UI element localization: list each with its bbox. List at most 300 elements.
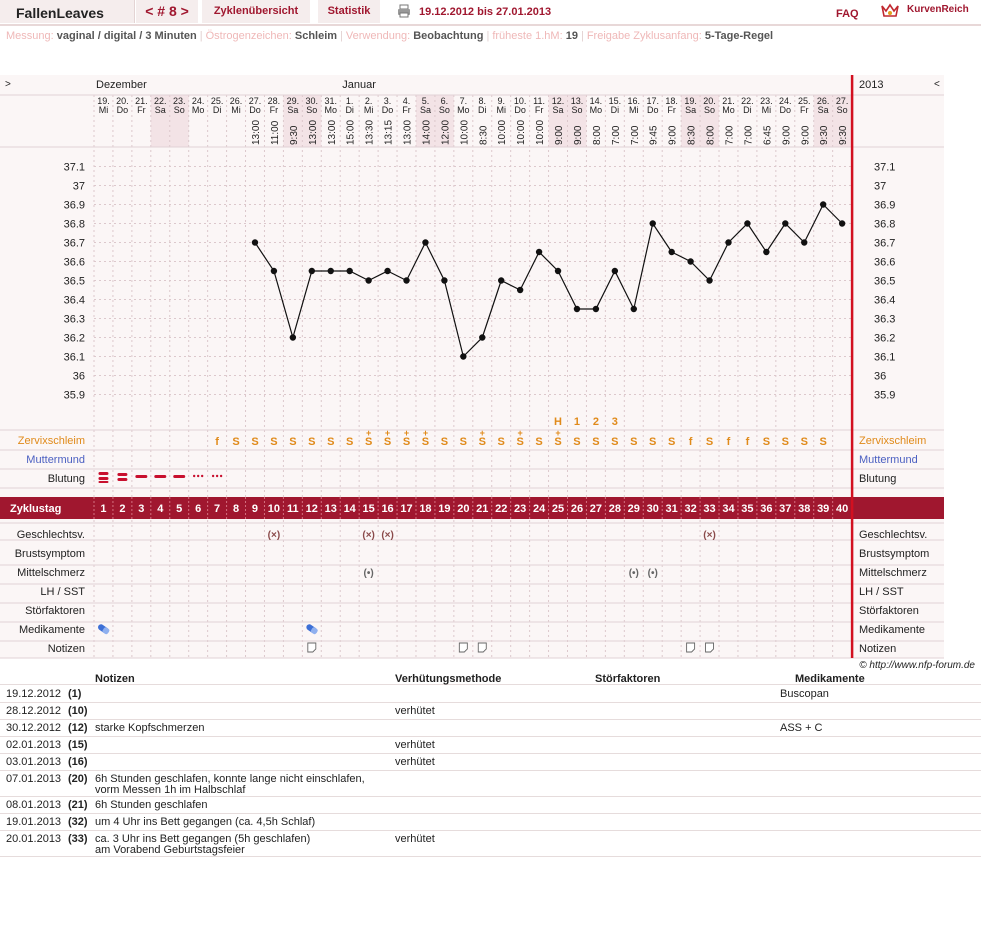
month-label: Dezember (96, 79, 147, 91)
cycle-day-number: 37 (779, 503, 792, 515)
measure-time: 9:30 (819, 125, 831, 145)
cycle-day-number: 29 (627, 503, 640, 515)
cervix-symbol: S (497, 436, 505, 448)
day-number: 6. (440, 96, 449, 106)
weekday-label: So (438, 105, 450, 115)
measure-time: 8:30 (686, 125, 698, 145)
info-value: vaginal / digital / 3 Minuten (56, 30, 197, 42)
cycle-day-number: 24 (532, 503, 546, 515)
note-date: 07.01.2013 (6, 773, 62, 785)
note-cycle-day: (21) (68, 799, 88, 811)
day-number: 9. (497, 96, 505, 106)
weekday-label: So (704, 105, 716, 115)
note-text: starke Kopfschmerzen (95, 722, 205, 734)
cycle-day-number: 30 (646, 503, 659, 515)
row-label-cervix: Zervixschleim (17, 435, 85, 447)
bleeding-mark (154, 475, 166, 478)
note-text: 6h Stunden geschlafen (95, 799, 208, 811)
note-date: 20.01.2013 (6, 833, 62, 845)
notes-row (0, 703, 981, 720)
bleeding-spot (193, 475, 195, 477)
day-number: 30. (305, 96, 319, 106)
temperature-point (422, 239, 428, 245)
notes-row (0, 814, 981, 831)
note-date: 02.01.2013 (6, 739, 62, 751)
measure-time: 7:00 (629, 125, 641, 145)
weekday-label: Do (514, 105, 526, 115)
day-number: 20. (703, 96, 716, 106)
cycle-day-number: 1 (100, 503, 107, 515)
bleeding-mark (98, 481, 108, 483)
y-tick-right: 36 (874, 370, 887, 383)
month-label: Januar (342, 79, 376, 91)
day-number: 1. (345, 96, 354, 106)
y-tick-left: 36.7 (63, 237, 85, 250)
cervix-symbol: S (421, 436, 430, 448)
temperature-point (744, 220, 750, 226)
year-label: 2013 (859, 79, 884, 91)
bleeding-spot (220, 475, 222, 477)
bleeding-mark (117, 478, 127, 481)
cycle-chart (0, 75, 981, 660)
cervix-symbol: S (232, 436, 240, 448)
measure-time: 11:00 (269, 120, 281, 145)
cycle-day-number: 13 (324, 503, 337, 515)
notes-row (0, 737, 981, 754)
weekday-label: So (571, 105, 583, 115)
measure-time: 9:30 (288, 125, 300, 145)
note-text: 6h Stunden geschlafen, konnte lange nicht einschlafen, vorm Messen 1h im Halbschlaf (95, 773, 365, 796)
row-label-blutung-right: Blutung (859, 473, 897, 485)
cervix-symbol: S (440, 436, 449, 448)
temperature-point (650, 220, 656, 226)
temperature-point (555, 268, 561, 274)
intercourse-symbol: (×) (703, 530, 716, 541)
cycle-day-number: 4 (157, 503, 164, 515)
measure-time: 13:00 (307, 119, 319, 145)
temperature-point (346, 268, 352, 274)
cervix-plus: + (422, 428, 429, 438)
day-number: 23. (172, 96, 186, 106)
measure-time: 10:00 (497, 119, 509, 145)
tab-statistics[interactable]: Statistik (318, 0, 380, 23)
y-tick-left: 35.9 (63, 389, 85, 402)
y-tick-left: 36.1 (63, 351, 85, 364)
y-tick-left: 36.2 (63, 332, 85, 345)
cycle-day-number: 5 (176, 503, 183, 515)
weekday-label: Mi (98, 105, 109, 115)
row-label-right: Notizen (859, 643, 897, 655)
temperature-point (441, 277, 447, 283)
day-number: 27. (248, 96, 262, 106)
row-label-left: Mittelschmerz (17, 567, 85, 579)
evaluation-mark: H (554, 416, 563, 428)
weekday-label: Do (779, 105, 792, 115)
cycle-day-number: 27 (589, 503, 603, 515)
day-number: 13. (570, 96, 584, 106)
day-number: 24. (779, 96, 792, 106)
cycle-day-number: 23 (514, 503, 527, 515)
measure-time: 7:00 (743, 125, 755, 145)
weekday-label: Di (212, 105, 222, 115)
chart-nav-right: < (934, 79, 940, 90)
header-notes: Notizen (95, 673, 135, 685)
y-tick-left: 36.4 (63, 294, 85, 307)
cycle-day-number: 6 (195, 503, 202, 515)
cervix-plus: + (517, 428, 523, 438)
cervix-symbol: S (819, 436, 827, 448)
weekday-label: Do (249, 105, 261, 115)
day-number: 12. (551, 96, 565, 106)
temperature-point (365, 277, 371, 283)
y-tick-right: 36.7 (874, 237, 896, 250)
cycle-day-number: 19 (438, 503, 451, 515)
y-tick-left: 36.8 (63, 218, 85, 231)
measure-time: 10:00 (535, 119, 547, 145)
note-date: 03.01.2013 (6, 756, 62, 768)
cervix-symbol: S (478, 436, 486, 448)
kurvenreich-logo-icon[interactable] (880, 2, 900, 20)
bleeding-mark (173, 475, 185, 478)
row-label-left: LH / SST (40, 586, 85, 598)
note-method: verhütet (395, 833, 435, 845)
weekday-label: Fr (269, 105, 279, 115)
y-tick-right: 36.4 (874, 294, 896, 307)
row-label-right: Brustsymptom (859, 548, 930, 560)
bleeding-spot (212, 475, 214, 477)
temperature-point (763, 249, 769, 255)
cervix-symbol: S (592, 436, 600, 448)
note-icon (478, 643, 486, 652)
header-divider (0, 24, 981, 26)
weekday-label: Fr (800, 105, 809, 115)
faq-link[interactable]: FAQ (836, 8, 859, 20)
temperature-point (839, 220, 845, 226)
note-cycle-day: (10) (68, 705, 88, 717)
note-method: verhütet (395, 756, 435, 768)
day-number: 5. (421, 96, 430, 106)
note-date: 30.12.2012 (6, 722, 62, 734)
measure-time: 13:00 (250, 119, 262, 145)
cervix-symbol: S (705, 436, 714, 448)
day-number: 8. (478, 96, 487, 106)
temperature-point (820, 201, 826, 207)
weekday-label: So (306, 105, 318, 115)
measure-time: 13:00 (402, 119, 414, 145)
day-number: 4. (402, 96, 411, 106)
weekday-label: Mo (324, 105, 338, 115)
day-number: 26. (816, 96, 830, 106)
weekday-label: Mi (496, 105, 506, 115)
measure-time: 8:00 (705, 125, 717, 145)
cycle-day-number: 18 (419, 503, 432, 515)
note-date: 08.01.2013 (6, 799, 62, 811)
cervix-symbol: S (762, 436, 771, 448)
y-tick-right: 37 (874, 180, 887, 193)
measure-time: 13:00 (326, 119, 338, 145)
note-icon (308, 643, 316, 652)
info-key: Freigabe Zyklusanfang: (586, 30, 705, 42)
note-cycle-day: (12) (68, 722, 88, 734)
temperature-point (460, 353, 466, 359)
day-number: 17. (646, 96, 659, 106)
weekday-label: Sa (552, 105, 564, 115)
measure-time: 9:00 (781, 125, 793, 145)
temperature-point (309, 268, 315, 274)
y-tick-right: 36.2 (874, 332, 896, 345)
measure-time: 8:30 (478, 125, 490, 145)
notes-row (0, 754, 981, 771)
note-date: 28.12.2012 (6, 705, 62, 717)
day-number: 15. (608, 96, 622, 106)
day-number: 24. (191, 96, 205, 106)
cervix-plus: + (384, 428, 391, 438)
cycle-day-number: 17 (400, 503, 413, 515)
day-number: 26. (229, 96, 243, 106)
row-label-muttermund-right: Muttermund (859, 454, 918, 466)
cycle-day-number: 3 (138, 503, 145, 515)
note-text: ca. 3 Uhr ins Bett gegangen (5h geschlafen) am Vorabend Geburtstagsfeier (95, 833, 311, 856)
weekday-label: Mi (231, 105, 241, 115)
weekday-label: Mo (589, 105, 603, 115)
chart-background (0, 75, 944, 658)
day-number: 25. (797, 96, 811, 106)
measure-time: 9:00 (667, 125, 679, 145)
bleeding-spot (197, 475, 199, 477)
measure-time: 7:00 (724, 125, 736, 145)
cervix-symbol: S (251, 436, 259, 448)
cervix-symbol: S (535, 436, 543, 448)
info-key: Östrogenzeichen: (205, 30, 295, 42)
note-medication: ASS + C (780, 722, 823, 734)
weekday-label: Sa (287, 105, 299, 115)
weekday-label: Mo (722, 105, 735, 115)
temperature-point (479, 334, 485, 340)
row-label-left: Geschlechtsv. (16, 529, 85, 541)
row-label-right: Medikamente (859, 624, 926, 636)
info-separator: | (199, 30, 203, 42)
row-label-left: Medikamente (18, 624, 85, 636)
y-tick-left: 37 (72, 180, 85, 193)
temperature-point (271, 268, 277, 274)
cycle-day-number: 15 (362, 503, 375, 515)
y-tick-right: 36.6 (874, 256, 896, 269)
row-label-left: Notizen (47, 643, 85, 655)
weekday-label: Sa (817, 105, 829, 115)
cycle-day-number: 35 (741, 503, 754, 515)
day-number: 29. (286, 96, 300, 106)
top-bar (0, 0, 981, 25)
cervix-plus: + (403, 428, 410, 438)
mittelschmerz-symbol: (•) (363, 568, 374, 579)
weekday-label: Mo (457, 105, 470, 115)
weekday-label: Di (743, 105, 752, 115)
row-label-right: LH / SST (859, 586, 904, 598)
notes-row (0, 771, 981, 797)
y-tick-right: 36.1 (874, 351, 896, 364)
weekday-label: Sa (685, 105, 697, 115)
cycle-day-number: 20 (457, 503, 470, 515)
note-date: 19.12.2012 (6, 688, 62, 700)
tab-cycle-overview[interactable]: Zyklenübersicht (202, 0, 310, 23)
y-tick-left: 36 (72, 370, 85, 383)
weekday-label: Fr (534, 105, 544, 115)
temperature-point (384, 268, 390, 274)
weekday-label: Di (610, 105, 620, 115)
cervix-symbol: f (726, 436, 731, 448)
y-tick-left: 36.5 (63, 275, 85, 288)
measure-time: 10:00 (459, 119, 471, 145)
evaluation-mark: 3 (611, 416, 618, 428)
cycle-day-number: 31 (665, 503, 678, 515)
cervix-symbol: S (781, 436, 789, 448)
info-key: früheste 1.hM: (492, 30, 566, 42)
temperature-point (328, 268, 334, 274)
cycle-day-number: 10 (267, 503, 281, 515)
weekday-label: Fr (137, 105, 146, 115)
cervix-symbol: S (667, 436, 676, 448)
info-value: 5-Tage-Regel (704, 30, 774, 42)
weekday-label: Do (381, 105, 394, 115)
day-number: 23. (760, 96, 773, 106)
day-number: 2. (364, 96, 373, 106)
note-medication: Buscopan (780, 688, 829, 700)
cycle-day-number: 34 (722, 503, 735, 515)
note-icon (459, 643, 467, 652)
measure-time: 9:45 (648, 125, 660, 145)
cervix-symbol: S (573, 436, 581, 448)
weekday-label: Mi (761, 105, 772, 115)
cervix-symbol: S (516, 436, 524, 448)
day-number: 10. (513, 96, 527, 106)
day-number: 22. (154, 96, 167, 106)
cycle-day-number: 33 (703, 503, 716, 515)
note-cycle-day: (20) (68, 773, 88, 785)
cycle-day-number: 14 (343, 503, 356, 515)
cycle-day-number: 12 (305, 503, 318, 515)
cycle-day-number: 8 (232, 503, 240, 515)
intercourse-symbol: (×) (381, 530, 394, 541)
temperature-point (725, 239, 731, 245)
y-tick-right: 37.1 (874, 161, 896, 174)
cycle-navigator[interactable]: < # 8 > (136, 0, 198, 23)
day-number: 18. (665, 96, 678, 106)
day-number: 3. (383, 96, 392, 106)
bleeding-spot (201, 475, 203, 477)
weekday-label: Mi (629, 105, 639, 115)
cycle-day-number: 32 (684, 503, 697, 515)
cycle-day-number: 7 (214, 503, 221, 515)
cycle-day-number: 36 (760, 503, 773, 515)
info-value: Beobachtung (413, 30, 484, 42)
temperature-point (631, 306, 637, 312)
printer-icon[interactable] (397, 4, 411, 18)
weekday-label: Do (646, 105, 659, 115)
cycle-day-number: 16 (381, 503, 394, 515)
temperature-point (498, 277, 504, 283)
temperature-point (252, 239, 258, 245)
notes-row (0, 797, 981, 814)
mittelschmerz-symbol: (•) (628, 568, 639, 579)
cervix-symbol: S (649, 436, 657, 448)
cervix-plus: + (479, 428, 485, 438)
weekday-label: Fr (667, 105, 676, 115)
y-tick-right: 35.9 (874, 389, 896, 402)
note-cycle-day: (16) (68, 756, 88, 768)
measure-time: 15:00 (345, 119, 357, 145)
note-method: verhütet (395, 705, 435, 717)
bleeding-mark (117, 473, 127, 476)
info-separator: | (486, 30, 490, 42)
note-cycle-day: (15) (68, 739, 88, 751)
note-cycle-day: (32) (68, 816, 88, 828)
weekday-label: Sa (419, 105, 431, 115)
note-method: verhütet (395, 739, 435, 751)
weekday-label: Mo (191, 105, 205, 115)
temperature-point (403, 277, 409, 283)
notes-row (0, 831, 981, 857)
notes-row (0, 686, 981, 703)
header-factors: Störfaktoren (595, 673, 661, 685)
info-key: Verwendung: (345, 30, 414, 42)
cervix-symbol: f (688, 436, 693, 448)
weekday-label: Sa (154, 105, 166, 115)
cervix-symbol: S (402, 436, 411, 448)
note-icon (706, 643, 714, 652)
day-number: 27. (835, 96, 849, 106)
info-value: Schleim (294, 30, 338, 42)
day-number: 20. (116, 96, 129, 106)
weekday-label: So (836, 105, 848, 115)
cycle-day-number: 40 (836, 503, 849, 515)
bleeding-mark (135, 475, 147, 478)
note-icon (687, 643, 695, 652)
info-value: 19 (565, 30, 578, 42)
cervix-symbol: S (383, 436, 392, 448)
brand-title: FallenLeaves (0, 0, 135, 23)
note-date: 19.01.2013 (6, 816, 62, 828)
row-label-left: Brustsymptom (14, 548, 85, 560)
cycle-day-label: Zyklustag (10, 503, 62, 515)
cervix-plus: + (555, 428, 561, 438)
cycle-day-number: 21 (476, 503, 489, 515)
measure-time: 14:00 (421, 119, 433, 145)
weekday-label: Mi (363, 105, 374, 115)
notes-header-row (0, 670, 981, 685)
weekday-label: Fr (402, 105, 411, 115)
info-separator: | (340, 30, 343, 42)
temperature-point (687, 258, 693, 264)
bleeding-mark (98, 472, 108, 475)
temperature-point (782, 220, 788, 226)
temperature-point (706, 277, 712, 283)
kurvenreich-logo-text[interactable]: KurvenReich (907, 4, 969, 15)
measure-time: 13:15 (383, 119, 395, 145)
cycle-day-number: 9 (251, 503, 259, 515)
credit-link[interactable]: © http://www.nfp-forum.de (859, 660, 975, 671)
temperature-point (801, 239, 807, 245)
cervix-symbol: S (459, 436, 468, 448)
mittelschmerz-symbol: (•) (647, 568, 658, 579)
row-label-left: Störfaktoren (25, 605, 85, 617)
day-number: 14. (589, 96, 603, 106)
weekday-label: Di (345, 105, 354, 115)
info-separator: | (580, 30, 584, 42)
temperature-point (536, 249, 542, 255)
bleeding-mark (98, 477, 108, 480)
cervix-symbol: S (630, 436, 638, 448)
cycle-day-number: 26 (570, 503, 584, 515)
